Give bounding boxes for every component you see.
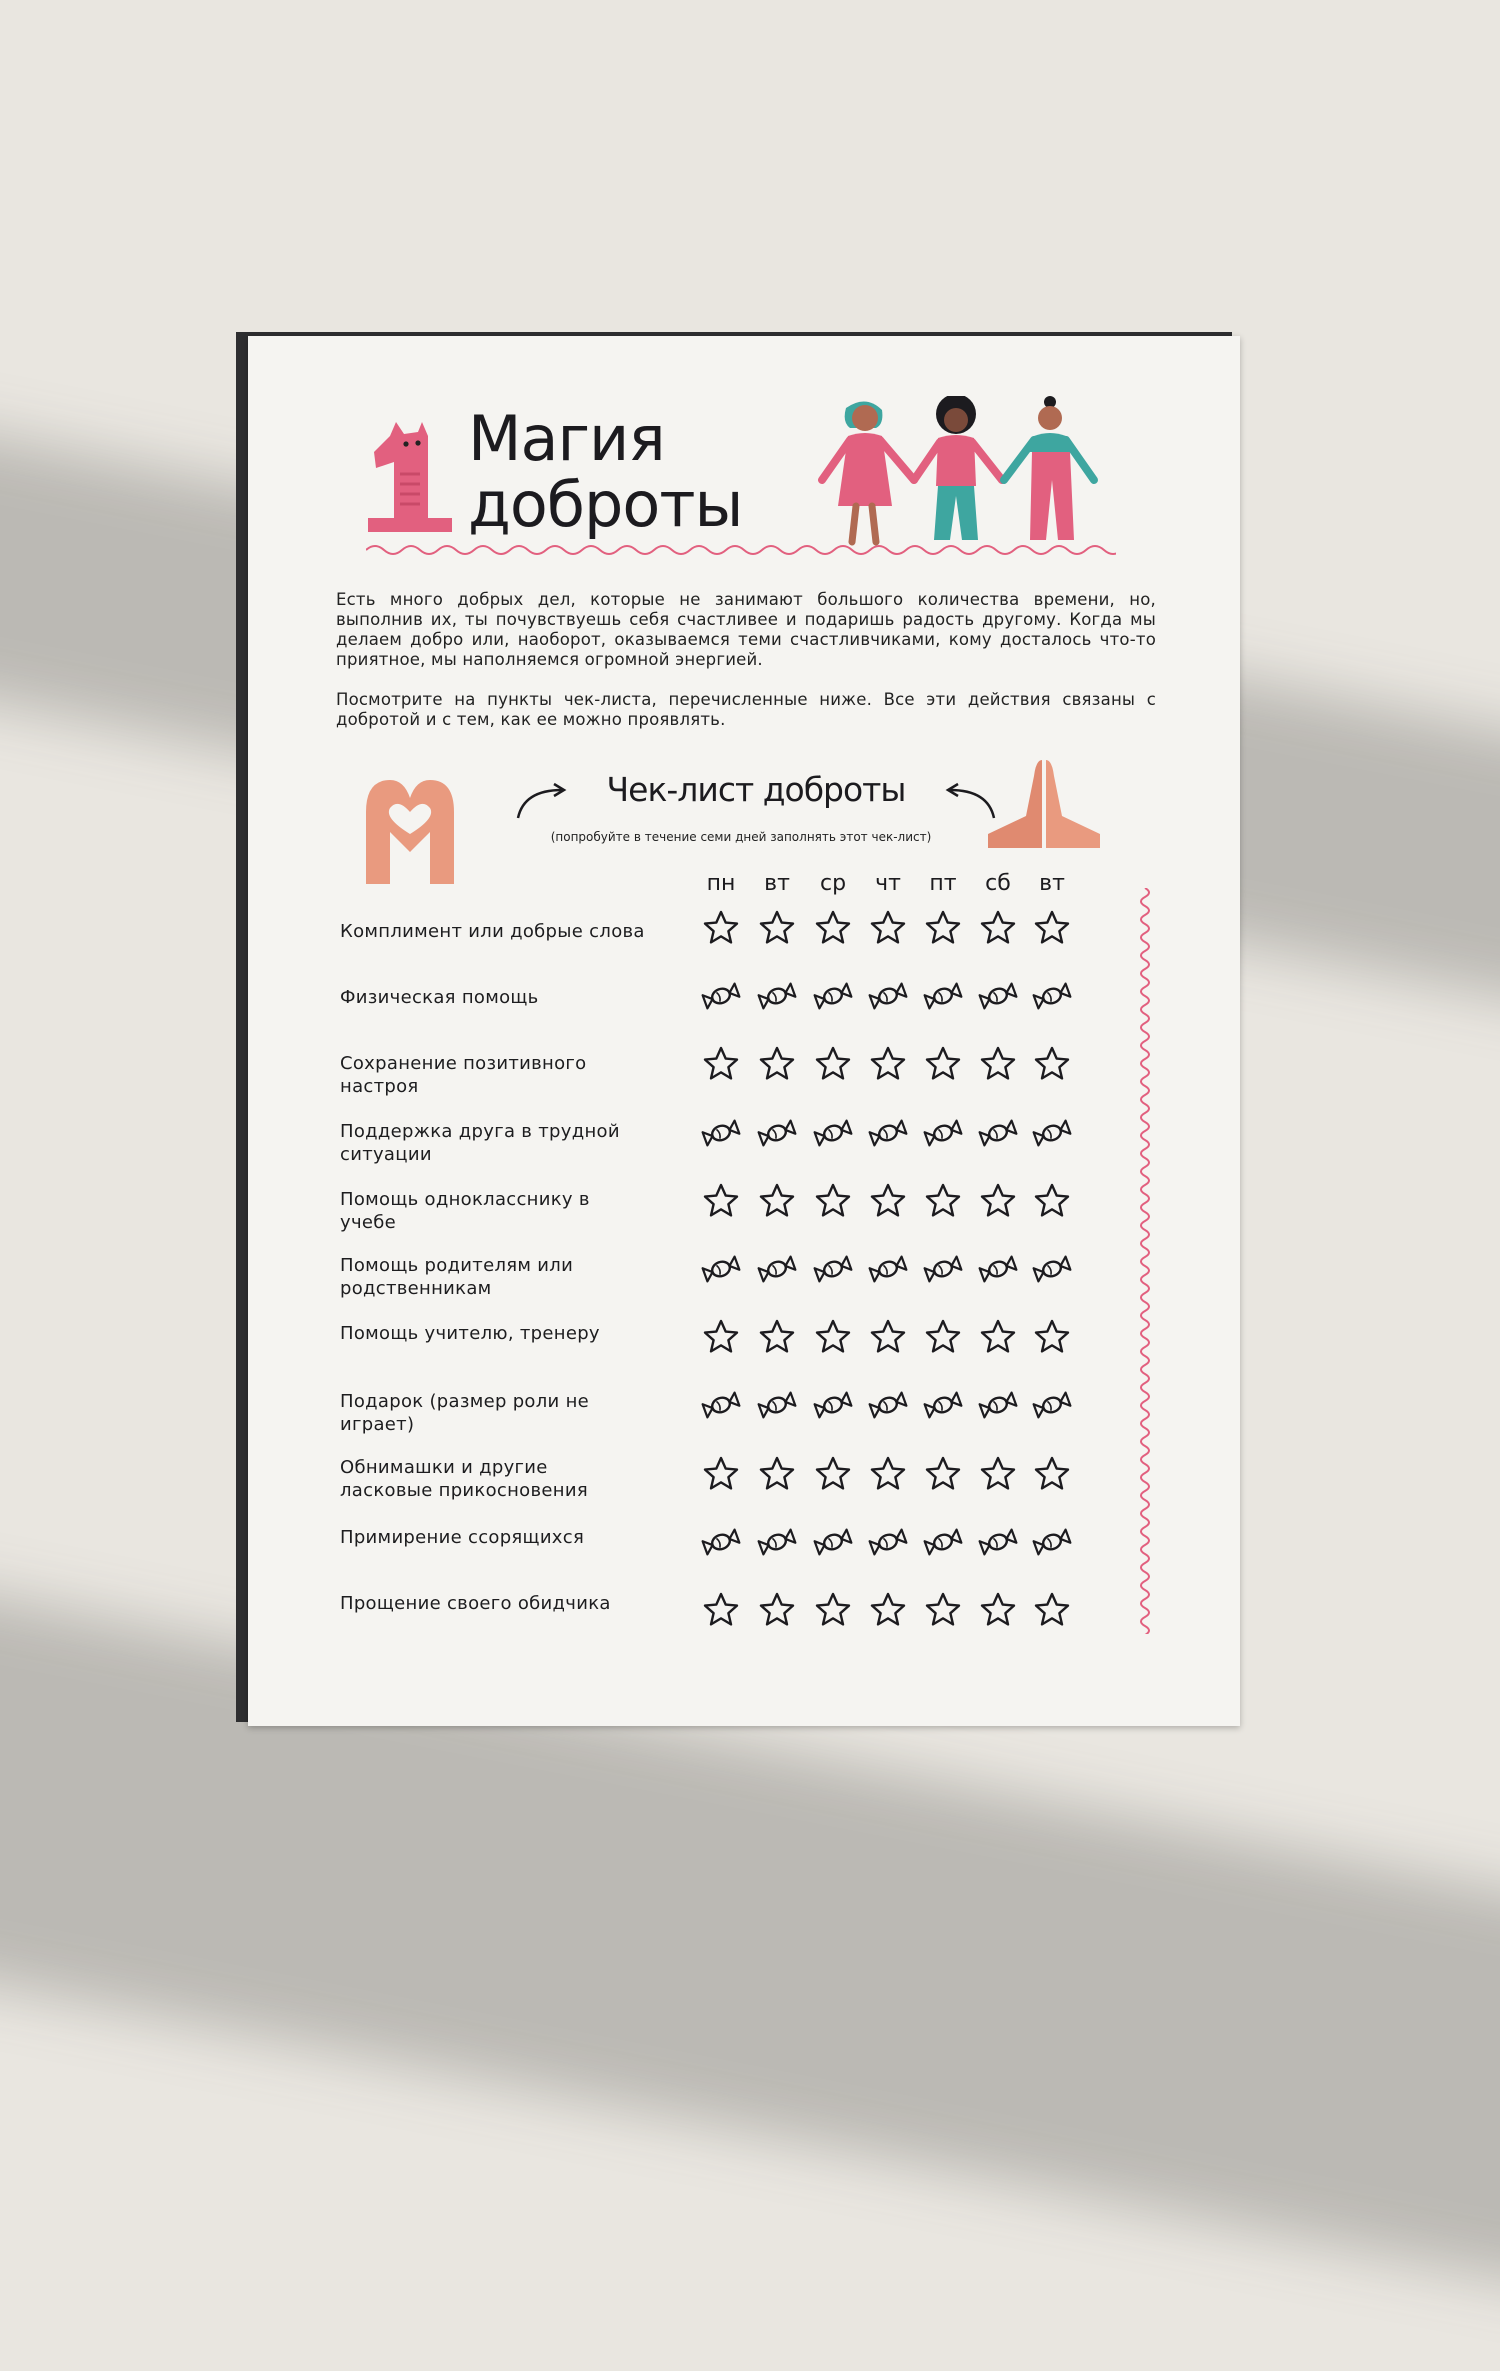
star-icon [701,1181,741,1221]
candy-icon [701,1385,741,1425]
star-checkbox[interactable] [1032,1454,1072,1494]
candy-icon [868,1522,908,1562]
candy-checkbox[interactable] [813,976,853,1016]
candy-checkbox[interactable] [1032,1113,1072,1153]
candy-icon [701,1249,741,1289]
star-icon [868,908,908,948]
star-checkbox[interactable] [868,1590,908,1630]
star-icon [923,1590,963,1630]
checklist-task-label: Комплимент или добрые слова [340,921,645,942]
candy-icon [757,1113,797,1153]
candy-icon [868,976,908,1016]
star-checkbox[interactable] [923,1454,963,1494]
checklist-subtitle: (попробуйте в течение семи дней заполнять этот чек-лист) [550,830,932,844]
candy-icon [923,1113,963,1153]
candy-icon [978,1113,1018,1153]
candy-icon [1032,1385,1072,1425]
star-icon [978,1590,1018,1630]
star-checkbox[interactable] [978,1590,1018,1630]
star-icon [923,908,963,948]
candy-icon [868,1385,908,1425]
star-checkbox[interactable] [1032,1181,1072,1221]
checklist-task-label: Помощь однокласснику в учебе [340,1189,590,1233]
heart-hands-icon [360,772,460,884]
candy-checkbox[interactable] [701,976,741,1016]
star-checkbox[interactable] [757,1044,797,1084]
star-checkbox[interactable] [923,1181,963,1221]
candy-checkbox[interactable] [1032,976,1072,1016]
candy-checkbox[interactable] [757,1249,797,1289]
candy-checkbox[interactable] [923,1385,963,1425]
intro-paragraph-1: Есть много добрых дел, которые не занимают большого количества времени, но, выполнив их, ты почувствуешь себя счастливее и подаришь радость другому. Когда мы делаем добро или, наоборот, оказываемся теми счастливчиками, кому досталось что-то приятное, мы наполняемся огромной энергией. [336,590,1156,669]
star-icon [757,1044,797,1084]
star-checkbox[interactable] [1032,1317,1072,1357]
checklist-task-label: Примирение ссорящихся [340,1527,585,1548]
candy-checkbox[interactable] [813,1385,853,1425]
checklist-task-label: Сохранение позитивного настроя [340,1053,587,1097]
candy-checkbox[interactable] [757,1522,797,1562]
candy-checkbox[interactable] [978,976,1018,1016]
star-icon [813,908,853,948]
candy-icon [978,1522,1018,1562]
candy-checkbox[interactable] [923,1113,963,1153]
star-icon [1032,1454,1072,1494]
candy-checkbox[interactable] [868,1113,908,1153]
star-icon [701,1317,741,1357]
curved-arrow-icon [514,782,574,822]
star-icon [923,1181,963,1221]
star-checkbox[interactable] [813,1590,853,1630]
star-checkbox[interactable] [701,1181,741,1221]
candy-icon [757,1249,797,1289]
star-icon [813,1317,853,1357]
star-icon [1032,1317,1072,1357]
day-header: чт [875,871,901,896]
star-checkbox[interactable] [701,1590,741,1630]
day-header: пн [706,871,736,896]
candy-icon [813,1113,853,1153]
candy-icon [1032,976,1072,1016]
star-checkbox[interactable] [757,1317,797,1357]
three-girls-holding-hands-icon [818,396,1108,546]
candy-checkbox[interactable] [868,1522,908,1562]
star-icon [813,1044,853,1084]
candy-checkbox[interactable] [701,1385,741,1425]
star-checkbox[interactable] [813,908,853,948]
star-icon [1032,1044,1072,1084]
star-checkbox[interactable] [1032,1590,1072,1630]
star-icon [868,1181,908,1221]
candy-checkbox[interactable] [868,1385,908,1425]
candy-icon [757,1522,797,1562]
candy-icon [813,1249,853,1289]
star-checkbox[interactable] [868,1181,908,1221]
star-checkbox[interactable] [868,1454,908,1494]
star-checkbox[interactable] [701,908,741,948]
wavy-divider [366,542,1116,558]
star-checkbox[interactable] [757,1590,797,1630]
star-checkbox[interactable] [923,1590,963,1630]
star-checkbox[interactable] [868,908,908,948]
star-checkbox[interactable] [1032,1044,1072,1084]
candy-checkbox[interactable] [701,1522,741,1562]
candy-icon [701,1113,741,1153]
star-checkbox[interactable] [923,908,963,948]
star-icon [923,1317,963,1357]
star-checkbox[interactable] [813,1454,853,1494]
checklist-task-label: Обнимашки и другие ласковые прикосновения [340,1457,588,1501]
star-icon [978,1044,1018,1084]
star-checkbox[interactable] [1032,908,1072,948]
candy-icon [923,976,963,1016]
checklist-title: Чек-лист доброты [606,770,906,809]
candy-checkbox[interactable] [757,1113,797,1153]
candy-icon [813,976,853,1016]
star-icon [813,1181,853,1221]
star-icon [757,1454,797,1494]
number-one-cat-icon [360,422,460,532]
star-checkbox[interactable] [757,908,797,948]
checklist-task-label: Физическая помощь [340,987,539,1008]
candy-icon [813,1522,853,1562]
star-icon [978,1454,1018,1494]
star-checkbox[interactable] [978,908,1018,948]
checklist-task-label: Помощь родителям или родственникам [340,1255,574,1299]
star-icon [978,908,1018,948]
day-header: вт [764,871,790,896]
candy-icon [757,976,797,1016]
star-checkbox[interactable] [978,1454,1018,1494]
candy-checkbox[interactable] [923,976,963,1016]
star-checkbox[interactable] [868,1044,908,1084]
star-checkbox[interactable] [813,1181,853,1221]
star-checkbox[interactable] [813,1317,853,1357]
star-checkbox[interactable] [757,1454,797,1494]
star-checkbox[interactable] [978,1181,1018,1221]
praying-hands-icon [986,756,1102,850]
page-title-line-1: Магия [468,402,665,475]
candy-checkbox[interactable] [868,976,908,1016]
candy-checkbox[interactable] [813,1522,853,1562]
star-checkbox[interactable] [923,1317,963,1357]
star-checkbox[interactable] [868,1317,908,1357]
candy-icon [923,1385,963,1425]
candy-icon [923,1249,963,1289]
star-checkbox[interactable] [978,1044,1018,1084]
checklist-task-label: Поддержка друга в трудной ситуации [340,1121,620,1165]
day-header: вт [1039,871,1065,896]
candy-icon [978,1385,1018,1425]
candy-checkbox[interactable] [923,1249,963,1289]
star-icon [757,1181,797,1221]
candy-checkbox[interactable] [813,1249,853,1289]
candy-icon [923,1522,963,1562]
candy-checkbox[interactable] [701,1113,741,1153]
star-checkbox[interactable] [701,1454,741,1494]
star-icon [701,1454,741,1494]
worksheet-page [248,336,1240,1726]
candy-icon [868,1249,908,1289]
candy-checkbox[interactable] [1032,1522,1072,1562]
star-checkbox[interactable] [813,1044,853,1084]
candy-checkbox[interactable] [757,1385,797,1425]
checklist-task-label: Помощь учителю, тренеру [340,1323,600,1344]
candy-checkbox[interactable] [1032,1385,1072,1425]
star-icon [868,1317,908,1357]
star-icon [757,1317,797,1357]
star-icon [1032,908,1072,948]
candy-checkbox[interactable] [868,1249,908,1289]
candy-icon [757,1385,797,1425]
star-icon [813,1454,853,1494]
candy-icon [813,1385,853,1425]
star-icon [701,1590,741,1630]
star-checkbox[interactable] [701,1317,741,1357]
star-icon [923,1044,963,1084]
star-icon [978,1317,1018,1357]
candy-checkbox[interactable] [1032,1249,1072,1289]
star-icon [1032,1181,1072,1221]
star-icon [757,908,797,948]
candy-checkbox[interactable] [813,1113,853,1153]
checklist-task-label: Подарок (размер роли не играет) [340,1391,590,1435]
candy-checkbox[interactable] [978,1385,1018,1425]
day-header: ср [819,871,847,896]
day-header: пт [929,871,957,896]
candy-checkbox[interactable] [701,1249,741,1289]
star-icon [868,1454,908,1494]
star-checkbox[interactable] [923,1044,963,1084]
star-icon [701,908,741,948]
star-icon [923,1454,963,1494]
page-title-line-2: доброты [468,468,743,541]
candy-checkbox[interactable] [978,1522,1018,1562]
candy-icon [978,976,1018,1016]
star-icon [978,1181,1018,1221]
star-checkbox[interactable] [978,1317,1018,1357]
candy-icon [1032,1249,1072,1289]
checklist-task-label: Прощение своего обидчика [340,1593,611,1614]
intro-paragraph-2: Посмотрите на пункты чек-листа, перечисленные ниже. Все эти действия связаны с добротой и с тем, как ее можно проявлять. [336,690,1156,729]
candy-icon [701,976,741,1016]
candy-icon [1032,1522,1072,1562]
candy-checkbox[interactable] [978,1113,1018,1153]
star-checkbox[interactable] [701,1044,741,1084]
star-icon [813,1590,853,1630]
candy-icon [1032,1113,1072,1153]
star-icon [1032,1590,1072,1630]
star-icon [868,1590,908,1630]
candy-icon [868,1113,908,1153]
candy-checkbox[interactable] [978,1249,1018,1289]
candy-icon [701,1522,741,1562]
star-icon [868,1044,908,1084]
star-checkbox[interactable] [757,1181,797,1221]
vertical-wavy-line [1136,888,1154,1634]
star-icon [701,1044,741,1084]
candy-checkbox[interactable] [923,1522,963,1562]
star-icon [757,1590,797,1630]
candy-icon [978,1249,1018,1289]
day-header: сб [985,871,1011,896]
candy-checkbox[interactable] [757,976,797,1016]
